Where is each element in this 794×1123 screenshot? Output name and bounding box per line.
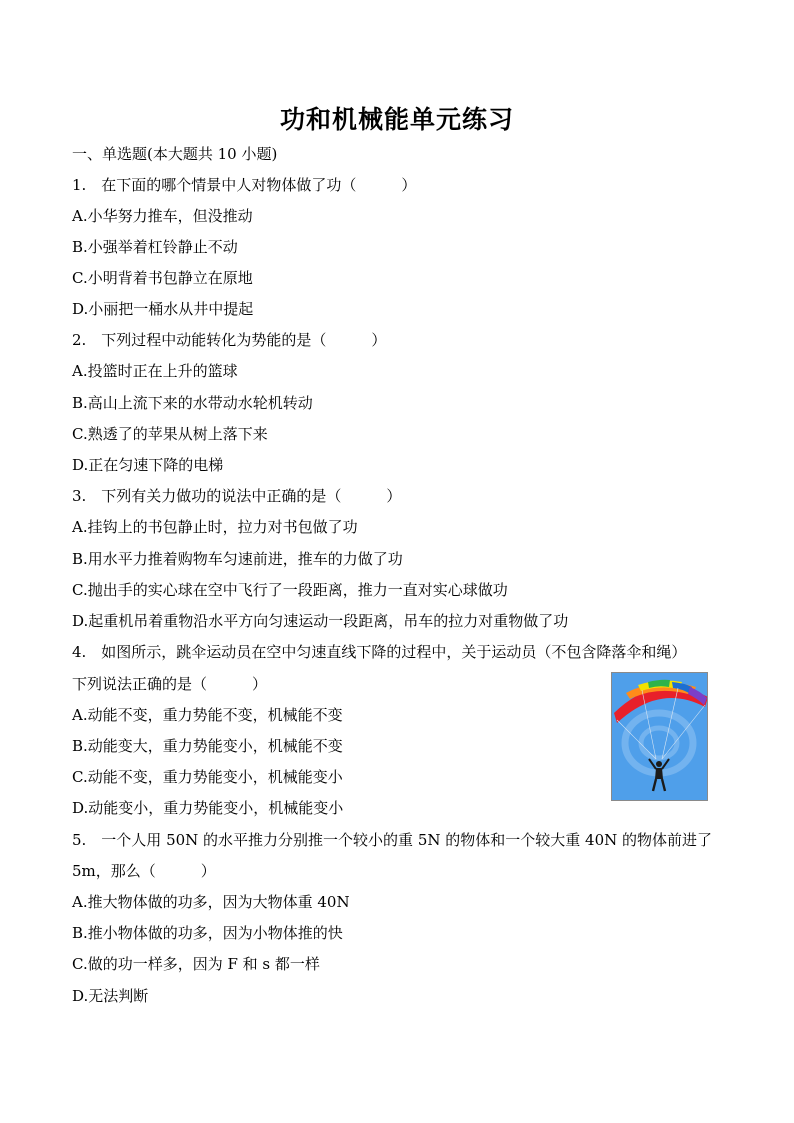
question-2-option-d: D.正在匀速下降的电梯 [72,456,224,474]
question-3-option-b: B.用水平力推着购物车匀速前进，推车的力做了功 [72,550,403,568]
question-4-stem: 4. 如图所示，跳伞运动员在空中匀速直线下降的过程中，关于运动员（不包含降落伞和绳） [72,643,687,661]
question-4-stem-cont: 下列说法正确的是（ ） [72,675,268,693]
question-4-option-b: B.动能变大，重力势能变小，机械能不变 [72,737,343,755]
question-1-option-c: C.小明背着书包静立在原地 [72,269,253,287]
question-1-stem: 1. 在下面的哪个情景中人对物体做了功（ ） [72,176,417,194]
parachute-illustration [612,673,707,800]
question-4-option-d: D.动能变小，重力势能变小，机械能变小 [72,799,344,817]
question-3-stem: 3. 下列有关力做功的说法中正确的是（ ） [72,487,402,505]
question-5-option-a: A.推大物体做的功多，因为大物体重 40N [72,893,350,911]
question-1-option-a: A.小华努力推车，但没推动 [72,207,253,225]
question-5-option-b: B.推小物体做的功多，因为小物体推的快 [72,924,343,942]
question-2-stem: 2. 下列过程中动能转化为势能的是（ ） [72,331,387,349]
question-5-stem-cont: 5m，那么（ ） [72,862,216,880]
question-1-option-b: B.小强举着杠铃静止不动 [72,238,238,256]
page-title: 功和机械能单元练习 [279,105,514,134]
question-2-option-a: A.投篮时正在上升的篮球 [72,362,238,380]
question-3-option-d: D.起重机吊着重物沿水平方向匀速运动一段距离，吊车的拉力对重物做了功 [72,612,569,630]
question-4-option-a: A.动能不变，重力势能不变，机械能不变 [72,706,343,724]
parachutist-figure [611,672,708,801]
question-2-option-b: B.高山上流下来的水带动水轮机转动 [72,394,313,412]
question-5-option-d: D.无法判断 [72,987,149,1005]
question-1-option-d: D.小丽把一桶水从井中提起 [72,300,254,318]
question-3-option-a: A.挂钩上的书包静止时，拉力对书包做了功 [72,518,358,536]
section-heading: 一、单选题(本大题共 10 小题) [72,145,278,163]
question-4-option-c: C.动能不变，重力势能变小，机械能变小 [72,768,343,786]
question-5-stem: 5. 一个人用 50N 的水平推力分别推一个较小的重 5N 的物体和一个较大重 40N 的物体前进了 [72,831,713,849]
question-5-option-c: C.做的功一样多，因为 F 和 s 都一样 [72,955,320,973]
question-2-option-c: C.熟透了的苹果从树上落下来 [72,425,268,443]
question-3-option-c: C.抛出手的实心球在空中飞行了一段距离，推力一直对实心球做功 [72,581,508,599]
